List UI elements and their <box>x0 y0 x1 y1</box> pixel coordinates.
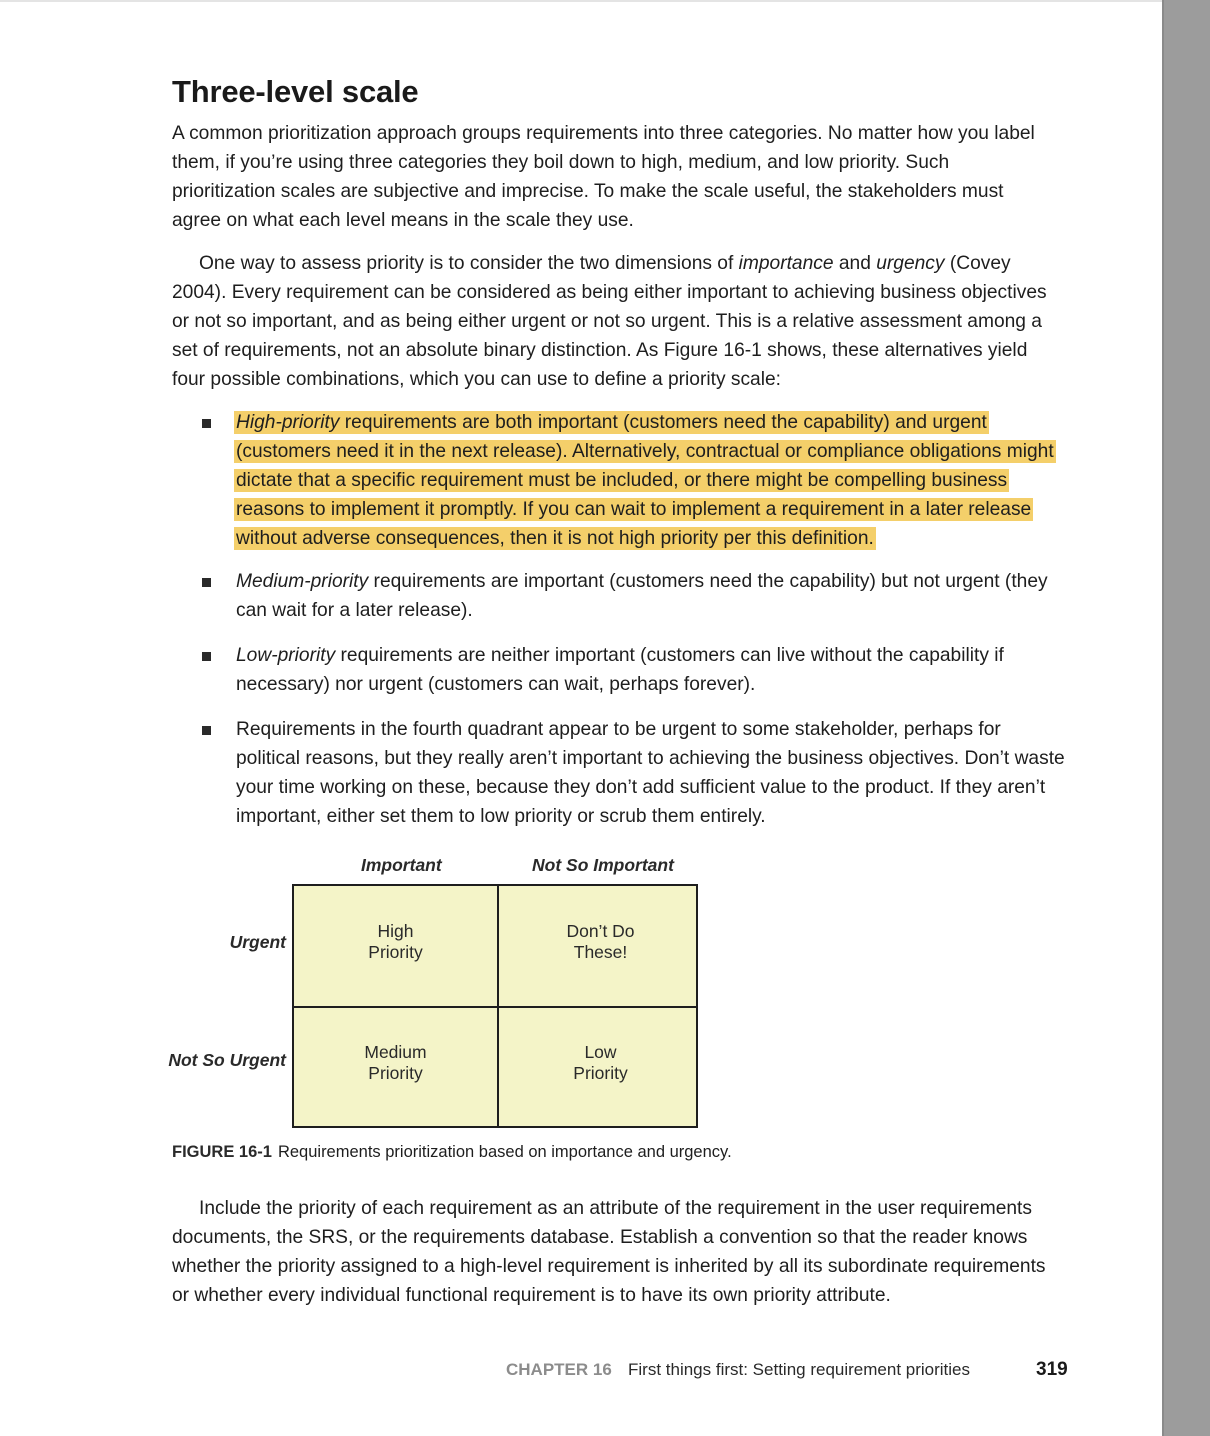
quadrant-label-line: Don’t Do <box>566 921 635 941</box>
footer-chapter: CHAPTER 16 <box>506 1360 612 1379</box>
bullet-text <box>236 641 1066 699</box>
quadrant-label-line: Priority <box>573 1063 628 1083</box>
figure-caption-text: Requirements prioritization based on importance and urgency. <box>277 1143 732 1161</box>
bullet-body: requirements are important (customers need the capability) but not urgent (they can wait for a later release). <box>236 571 1048 621</box>
term-urgency: urgency <box>876 253 945 274</box>
paragraph-intro: A common prioritization approach groups requirements into three categories. No matter how you label them, if you’re using three categories they boil down to high, medium, and low priority. Such prioritization scales are subjective and imprecise. To make the scale useful, the stakeholders must agree on what each level means in the scale they use. <box>172 123 1035 231</box>
square-bullet-icon <box>202 652 211 661</box>
square-bullet-icon <box>202 578 211 587</box>
quadrant-label-line: Low <box>584 1042 617 1062</box>
column-header-not-so-important: Not So Important <box>532 855 674 875</box>
paragraph-text: One way to assess priority is to consider the two dimensions of <box>199 253 739 274</box>
column-header-important: Important <box>361 855 442 875</box>
figure-caption-label: FIGURE 16-1 <box>172 1143 272 1161</box>
quadrant-label-line: Priority <box>368 942 423 962</box>
square-bullet-icon <box>202 726 211 735</box>
footer-chapter-title: First things first: Setting requirement priorities <box>628 1360 971 1379</box>
page-number: 319 <box>1036 1359 1068 1380</box>
text-highlight <box>234 411 1056 550</box>
bullet-body: requirements are both important (customers need the capability) and urgent (customers need it in the next release). Alternatively, contractual or compliance obligations might dictate that a specific requirement must be included, or there might be compelling business reasons to implement it promptly. If you can wait to implement a requirement in a later release without adverse consequences, then it is not high priority per this definition. <box>236 412 1054 549</box>
quadrant-label-line: These! <box>573 942 628 962</box>
scrollbar-track[interactable] <box>1162 0 1210 1436</box>
bullet-low-priority <box>196 641 1066 699</box>
paragraph-text: and <box>833 253 877 274</box>
bullet-body: Requirements in the fourth quadrant appear to be urgent to some stakeholder, perhaps for political reasons, but they really aren’t important to achieving the business objectives. Don’t waste your time working on these, because they don’t add sufficient value to the product. If they aren’t important, either set them to low priority or scrub them entirely. <box>236 719 1065 827</box>
bullet-term: Low-priority <box>236 645 336 666</box>
row-header-urgent: Urgent <box>229 932 286 952</box>
paragraph-priority-attribute: Include the priority of each requirement as an attribute of the requirement in the user requirements documents, the SRS, or the requirements database. Establish a convention so that the reader knows whether the priority assigned to a high-level requirement is inherited by all its subordinate requirements or whether every individual functional requirement is to have its own priority attribute. <box>172 1198 1046 1306</box>
paragraph-dimensions <box>172 249 1052 394</box>
priority-bullet-list <box>196 408 1066 831</box>
matrix-divider-horizontal <box>294 1006 696 1008</box>
quadrant-high-priority <box>294 921 497 963</box>
section-heading: Three-level scale <box>172 74 419 109</box>
quadrant-medium-priority <box>294 1042 497 1084</box>
bullet-text <box>236 567 1066 625</box>
quadrant-label-line: High <box>377 921 414 941</box>
bullet-term: Medium-priority <box>236 571 369 592</box>
row-header-not-so-urgent: Not So Urgent <box>168 1050 286 1070</box>
bullet-text <box>236 715 1066 831</box>
quadrant-low-priority <box>499 1042 702 1084</box>
quadrant-label-line: Medium <box>364 1042 427 1062</box>
quadrant-dont-do <box>499 921 702 963</box>
scrollbar-edge <box>1162 0 1164 1436</box>
term-importance: importance <box>738 253 834 274</box>
quadrant-label-line: Priority <box>368 1063 423 1083</box>
figure-caption <box>172 1143 732 1162</box>
bullet-body: requirements are neither important (customers can live without the capability if necessary) nor urgent (customers can wait, perhaps forever). <box>236 645 1004 695</box>
bullet-fourth-quadrant <box>196 715 1066 831</box>
square-bullet-icon <box>202 419 211 428</box>
paragraph-text: (Covey 2004). Every requirement can be considered as being either important to achieving business objectives or not so important, and as being either urgent or not so urgent. This is a relative assessment among a set of requirements, not an absolute binary distinction. As Figure 16-1 shows, these alternatives yield four possible combinations, which you can use to define a priority scale: <box>172 253 1047 390</box>
bullet-text <box>236 408 1066 553</box>
priority-matrix <box>292 884 698 1128</box>
bullet-term: High-priority <box>236 412 340 433</box>
bullet-medium-priority <box>196 567 1066 625</box>
bullet-high-priority <box>196 408 1066 553</box>
